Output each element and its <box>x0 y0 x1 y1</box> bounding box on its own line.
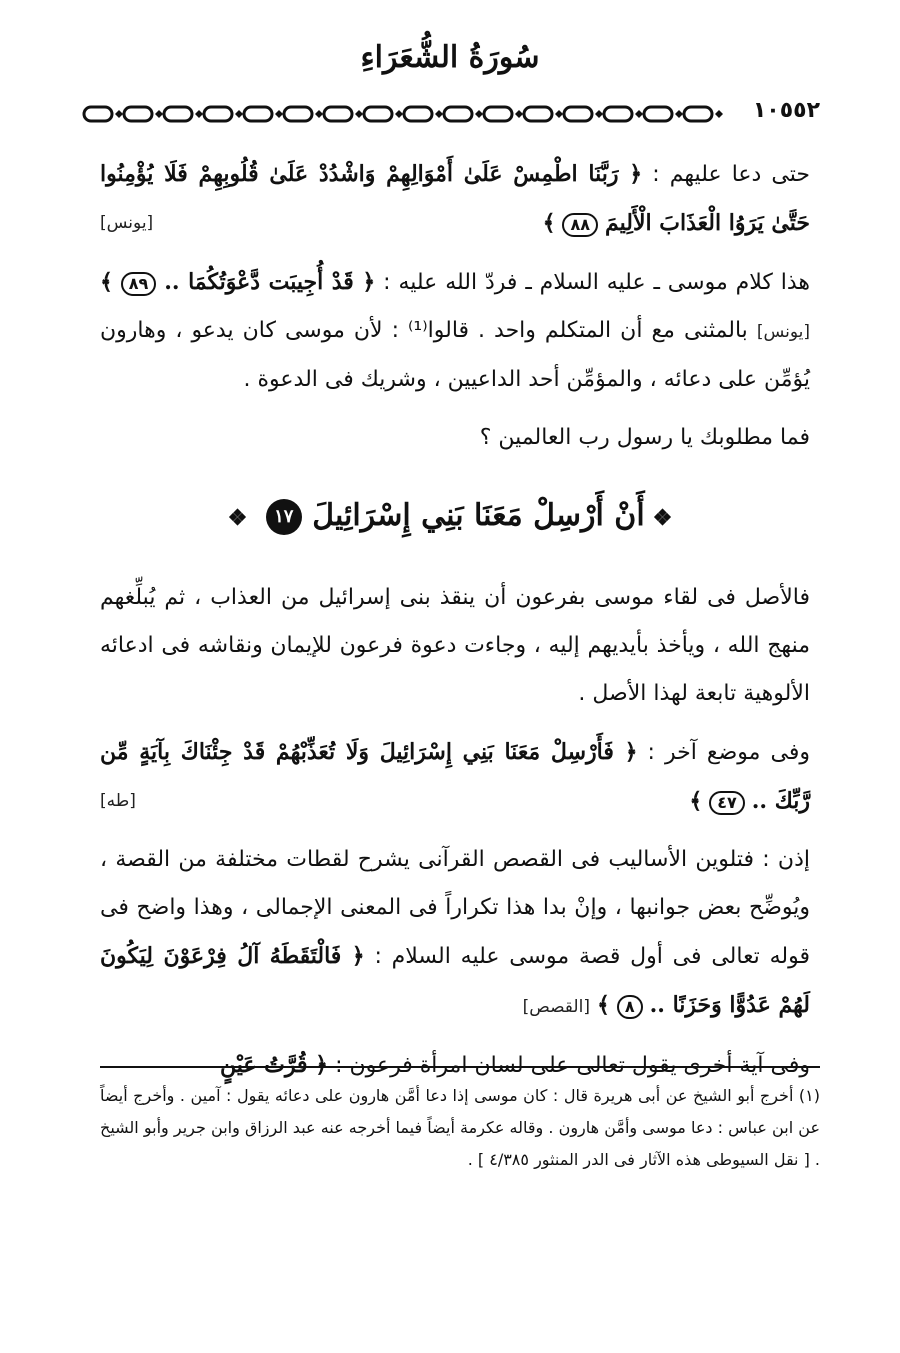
quran-close-2: ﴾ <box>100 269 113 295</box>
chain-link <box>124 107 152 121</box>
surah-reference-2: [يونس] <box>756 322 811 342</box>
chain-diamond <box>395 110 403 118</box>
paragraph-3-text: فما مطلوبك يا رسول رب العالمين ؟ <box>479 425 810 450</box>
ayah-number-badge: ٨٨ <box>562 213 598 237</box>
surah-reference-6: [القصص] <box>522 997 590 1017</box>
chain-diamond <box>555 110 563 118</box>
chain-diamond <box>435 110 443 118</box>
chain-diamond <box>595 110 603 118</box>
chain-link <box>364 107 392 121</box>
chain-link <box>324 107 352 121</box>
chain-link <box>524 107 552 121</box>
chain-link <box>204 107 232 121</box>
ayah-heading-text: أَنْ أَرْسِلْ مَعَنَا بَنِي إِسْرَائِيلَ <box>312 498 645 533</box>
ayah-number-badge: ٨ <box>617 995 643 1019</box>
chain-diamond <box>635 110 643 118</box>
chain-link <box>84 107 112 121</box>
footnote: (١) أخرج أبو الشيخ عن أبى هريرة قال : كان موسى إذا دعا أمَّن هارون على دعائه يقول : آمين . وأخرج أيضاً عن ابن عباس : دعا موسى وأمَّن هارون . وقاله عكرمة أيضاً فيما أخرجه عنه عبد الرزاق وابن جرير وأبو الشيخ . [ نقل السيوطى هذه الآثار فى الدر المنثور ٤/٣٨٥ ] . <box>100 1086 820 1169</box>
chain-diamond <box>115 110 123 118</box>
chain-link <box>444 107 472 121</box>
quran-quote-7: ﴿ قُرَّتُ عَيْنٍ <box>219 1052 329 1078</box>
ayah-number-badge: ٤٧ <box>709 791 745 815</box>
surah-reference-1: [يونس] <box>100 213 154 233</box>
chain-link <box>484 107 512 121</box>
page-header <box>80 96 820 132</box>
chain-diamond <box>675 110 683 118</box>
body-bottom <box>100 574 810 1100</box>
quran-quote-2: ﴿ قَدْ أُجِيبَت دَّعْوَتُكُمَا .. <box>164 269 376 295</box>
chain-link <box>564 107 592 121</box>
chain-link <box>284 107 312 121</box>
chain-diamond <box>155 110 163 118</box>
quran-close-1: ﴾ <box>542 210 556 236</box>
paragraph-6 <box>100 836 810 1031</box>
ayah-number-badge: ٨٩ <box>121 272 157 296</box>
footnote-divider <box>100 1066 820 1068</box>
chain-diamond <box>715 110 723 118</box>
ayah-number-circle: ١٧ <box>266 499 302 535</box>
quran-close-5: ﴾ <box>689 788 703 814</box>
paragraph-6-text: إذن : فتلوين الأساليب فى القصص القرآنى يشرح لقطات مختلفة من القصة ، ويُوضِّح بعض جوانبها ، وإنْ بدا هذا تكراراً فى المعنى الإجمالى ، وهذا واضح فى قوله تعالى فى أول قصة موسى عليه السلام : <box>100 847 810 969</box>
chain-diamond <box>195 110 203 118</box>
chain-link <box>684 107 712 121</box>
paragraph-5 <box>100 728 810 826</box>
quran-close-6: ﴾ <box>596 992 610 1018</box>
paragraph-1-text: حتى دعا عليهم : <box>642 162 810 187</box>
chain-link <box>604 107 632 121</box>
paragraph-2-text: هذا كلام موسى ـ عليه السلام ـ فردّ الله عليه : <box>375 270 810 295</box>
ayah-heading <box>0 498 900 535</box>
ornamental-chain-border <box>80 104 730 124</box>
surah-title: سُورَةُ الشُّعَرَاءِ <box>360 40 540 75</box>
chain-link <box>244 107 272 121</box>
page-number: ١٠٥٥٢ <box>752 98 820 123</box>
body-top <box>100 150 810 472</box>
paragraph-7-text: وفى آية أخرى يقول تعالى على لسان امرأة فرعون : <box>328 1053 810 1078</box>
chain-link <box>164 107 192 121</box>
quran-quote-6: ﴿ فَالْتَقَطَهُ آلُ فِرْعَوْنَ لِيَكُونَ لَهُمْ عَدُوًّا وَحَزَنًا .. <box>100 943 810 1018</box>
paragraph-2 <box>100 258 810 404</box>
chain-link <box>644 107 672 121</box>
quran-quote-5: ﴿ فَأَرْسِلْ مَعَنَا بَنِي إِسْرَائِيلَ وَلَا تُعَذِّبْهُمْ قَدْ جِئْنَاكَ بِآيَةٍ مِّن رَّبِّكَ .. <box>100 739 810 814</box>
quran-quote-1: ﴿ رَبَّنَا اطْمِسْ عَلَىٰ أَمْوَالِهِمْ وَاشْدُدْ عَلَىٰ قُلُوبِهِمْ فَلَا يُؤْمِنُوا حَتَّىٰ يَرَوُا الْعَذَابَ الْأَلِيمَ <box>100 161 810 236</box>
ornament-icon: ❖ <box>227 505 248 531</box>
chain-diamond <box>275 110 283 118</box>
ornament-icon: ❖ <box>652 505 673 531</box>
paragraph-2-continuation: بالمثنى مع أن المتكلم واحد . قالوا⁽¹⁾ : لأن موسى كان يدعو ، وهارون يُؤمِّن على دعائه ، والمؤمِّن أحد الداعيين ، وشريك فى الدعوة . <box>100 318 810 392</box>
chain-link <box>404 107 432 121</box>
paragraph-5-text: وفى موضع آخر : <box>637 740 810 765</box>
paragraph-1 <box>100 150 810 248</box>
surah-reference-5: [طه] <box>100 791 136 811</box>
paragraph-3 <box>100 414 810 462</box>
paragraph-4-text: فالأصل فى لقاء موسى بفرعون أن ينقذ بنى إسرائيل من العذاب ، ثم يُبلِّغهم منهج الله ، ويأخذ بأيديهم إليه ، وجاءت دعوة فرعون للإيمان ونقاشه فى ادعائه الألوهية تابعة لهذا الأصل . <box>100 585 810 706</box>
chain-diamond <box>235 110 243 118</box>
chain-diamond <box>475 110 483 118</box>
chain-diamond <box>515 110 523 118</box>
paragraph-4 <box>100 574 810 718</box>
chain-diamond <box>355 110 363 118</box>
chain-diamond <box>315 110 323 118</box>
